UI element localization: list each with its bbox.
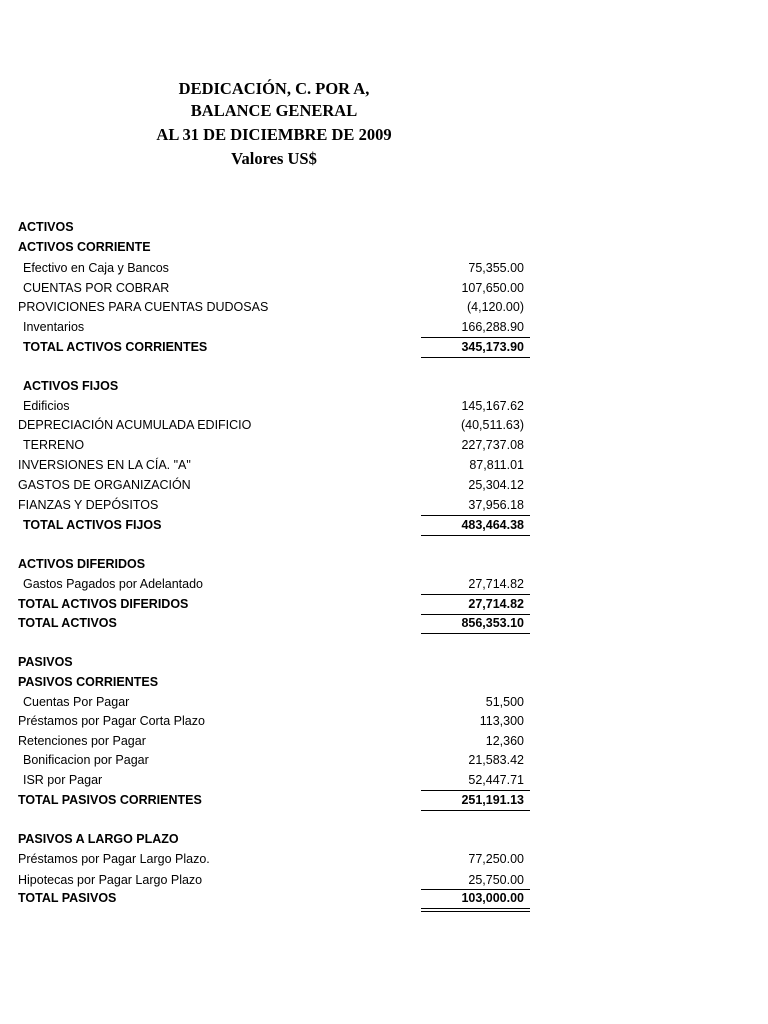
total-row: TOTAL ACTIVOS DIFERIDOS 27,714.82: [18, 597, 524, 611]
line-item: GASTOS DE ORGANIZACIÓN 25,304.12: [18, 478, 524, 492]
line-item: FIANZAS Y DEPÓSITOS 37,956.18: [18, 498, 524, 512]
line-item: Préstamos por Pagar Largo Plazo. 77,250.00: [18, 852, 524, 866]
line-item: Bonificacion por Pagar 21,583.42: [23, 753, 524, 767]
line-item: Préstamos por Pagar Corta Plazo 113,300: [18, 714, 524, 728]
double-underline: [421, 908, 530, 909]
line-item: PROVICIONES PARA CUENTAS DUDOSAS (4,120.00): [18, 300, 524, 314]
line-item: Cuentas Por Pagar 51,500: [23, 695, 524, 709]
line-item: Retenciones por Pagar 12,360: [18, 734, 524, 748]
underline: [421, 633, 530, 634]
line-item: DEPRECIACIÓN ACUMULADA EDIFICIO (40,511.63): [18, 418, 524, 432]
total-row: TOTAL PASIVOS CORRIENTES 251,191.13: [18, 793, 524, 807]
line-item: CUENTAS POR COBRAR 107,650.00: [23, 281, 524, 295]
report-title: BALANCE GENERAL: [190, 101, 358, 120]
total-row: TOTAL PASIVOS 103,000.00: [18, 891, 524, 905]
underline: [421, 535, 530, 536]
company-name: DEDICACIÓN, C. POR A,: [178, 79, 370, 98]
total-row: TOTAL ACTIVOS FIJOS 483,464.38: [23, 518, 524, 532]
section-heading: ACTIVOS FIJOS: [23, 379, 119, 393]
line-item: ISR por Pagar 52,447.71: [23, 773, 524, 787]
line-item: Efectivo en Caja y Bancos 75,355.00: [23, 261, 524, 275]
section-heading: ACTIVOS CORRIENTE: [18, 240, 151, 254]
line-item: Edificios 145,167.62: [23, 399, 524, 413]
double-underline: [421, 911, 530, 912]
underline: [421, 357, 530, 358]
underline: [421, 810, 530, 811]
section-heading: PASIVOS CORRIENTES: [18, 675, 159, 689]
section-heading: ACTIVOS DIFERIDOS: [18, 557, 146, 571]
total-row: TOTAL ACTIVOS 856,353.10: [18, 616, 524, 630]
line-item: TERRENO 227,737.08: [23, 438, 524, 452]
currency-label: Valores US$: [231, 149, 317, 168]
section-heading: ACTIVOS: [18, 220, 74, 234]
report-date: AL 31 DE DICIEMBRE DE 2009: [156, 125, 392, 144]
section-heading: PASIVOS: [18, 655, 73, 669]
line-item: Inventarios 166,288.90: [23, 320, 524, 334]
line-item: Hipotecas por Pagar Largo Plazo 25,750.00: [18, 873, 524, 887]
line-item: Gastos Pagados por Adelantado 27,714.82: [23, 577, 524, 591]
line-item: INVERSIONES EN LA CÍA. "A" 87,811.01: [18, 458, 524, 472]
total-row: TOTAL ACTIVOS CORRIENTES 345,173.90: [23, 340, 524, 354]
section-heading: PASIVOS A LARGO PLAZO: [18, 832, 179, 846]
